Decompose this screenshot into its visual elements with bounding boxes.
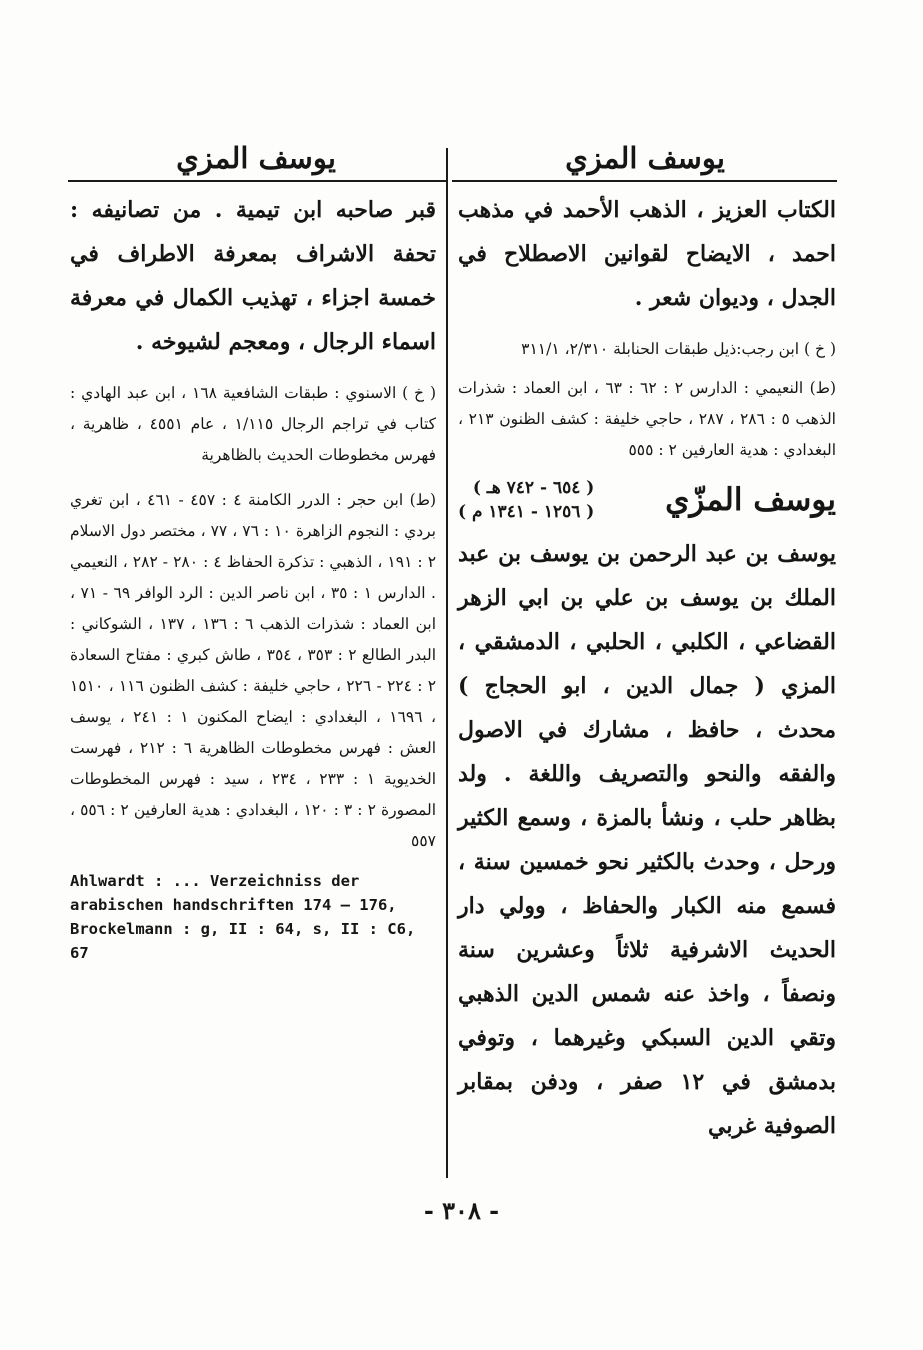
- page-number: - ٣٠٨ -: [423, 1196, 500, 1225]
- right-column: [458, 188, 836, 1148]
- entry-dates-hijri: ( ٦٥٤ - ٧٤٢ هـ ): [472, 478, 595, 498]
- entry-dates-gregorian: ( ١٢٥٦ - ١٣٤١ م ): [458, 502, 595, 522]
- printed-sources-reference: (ط) ابن حجر : الدرر الكامنة ٤ : ٤٥٧ - ٤٦١ ، ابن تغري بردي : النجوم الزاهرة ١٠ : ٧٦ ، ٧٧ ، مختصر دول الاسلام ٢ : ١٩١ ، الذهبي : تذكرة الحفاظ ٤ : ٢٨٠ - ٢٨٢ ، النعيمي . الدارس ١ : ٣٥ ، ابن ناصر الدين : الرد الوافر ٦٩ - ٧١ ، ابن العماد : شذرات الذهب ٦ : ١٣٦ ، ١٣٧ ، الشوكاني : البدر الطالع ٢ : ٣٥٣ ، ٣٥٤ ، طاش كبري : مفتاح السعادة ٢ : ٢٢٤ - ٢٢٦ ، حاجي خليفة : كشف الظنون ١١٦ ، ١٥١٠ ، ١٦٩٦ ، البغدادي : ايضاح المكنون ١ : ٢٤١ ، يوسف العش : فهرس مخطوطات الظاهرية ٦ : ٢١٢ ، فهرست الخديوية ١ : ٢٣٣ ، ٢٣٤ ، سيد : فهرس المخطوطات المصورة ٢ : ٣ : ١٢٠ ، البغدادي : هدية العارفين ٢ : ٥٥٦ ، ٥٥٧: [70, 491, 437, 850]
- printed-sources-reference: (ط) النعيمي : الدارس ٢ : ٦٢ : ٦٣ ، ابن العماد : شذرات الذهب ٥ : ٢٨٦ ، ٢٨٧ ، حاجي خليفة : كشف الظنون ٢١٣ ، البغدادي : هدية العارفين ٢ : ٥٥٥: [458, 379, 837, 459]
- biography-continuation: قبر صاحبه ابن تيمية . من تصانيفه : تحفة الاشراف بمعرفة الاطراف في خمسة اجزاء ، تهذيب الكمال في معرفة اسماء الرجال ، ومعجم لشيوخه .: [70, 197, 436, 355]
- entry-heading: [458, 476, 836, 524]
- entry-dates: [458, 476, 594, 524]
- column-divider: [446, 148, 448, 1178]
- previous-entry-continuation: الكتاب العزيز ، الذهب الأحمد في مذهب احمد ، الايضاح لقوانين الاصطلاح في الجدل ، وديوان شعر .: [458, 197, 836, 311]
- manuscripts-reference: ( خ ) ابن رجب:ذيل طبقات الحنابلة ٢/٣١٠، ٣١١/١: [521, 340, 836, 358]
- right-header-rule: [452, 180, 837, 182]
- right-column-running-title: يوسف المزي: [565, 141, 725, 175]
- left-header-rule: [68, 180, 446, 182]
- left-column-running-title: يوسف المزي: [176, 141, 336, 175]
- manuscripts-reference: ( خ ) الاسنوي : طبقات الشافعية ١٦٨ ، ابن عبد الهادي : كتاب في تراجم الرجال ١/١١٥ ، عام ٤٥٥١ ، ظاهرية ، فهرس مخطوطات الحديث بالظاهرية: [70, 384, 436, 464]
- left-column: [70, 188, 436, 965]
- entry-name: يوسف المزّي: [665, 482, 836, 518]
- entry-biography: يوسف بن عبد الرحمن بن يوسف بن عبد الملك بن يوسف بن علي بن ابي الزهر القضاعي ، الكلبي ، الحلبي ، الدمشقي ، المزي ( جمال الدين ، ابو الحجاج ) محدث ، حافظ ، مشارك في الاصول والفقه والنحو والتصريف واللغة . ولد بظاهر حلب ، ونشأ بالمزة ، وسمع الكثير ورحل ، وحدث بالكثير نحو خمسين سنة ، فسمع منه الكبار والحفاظ ، وولي دار الحديث الاشرفية ثلاثاً وعشرين سنة ونصفاً ، واخذ عنه شمس الدين الذهبي وتقي الدين السبكي وغيرهما ، وتوفي بدمشق في ١٢ صفر ، ودفن بمقابر الصوفية غربي: [458, 541, 836, 1139]
- latin-bibliography: Ahlwardt : ... Verzeichniss der arabischen handschriften 174 — 176, Brockelmann : g, II : 64, s, II : C6, 67: [70, 872, 416, 962]
